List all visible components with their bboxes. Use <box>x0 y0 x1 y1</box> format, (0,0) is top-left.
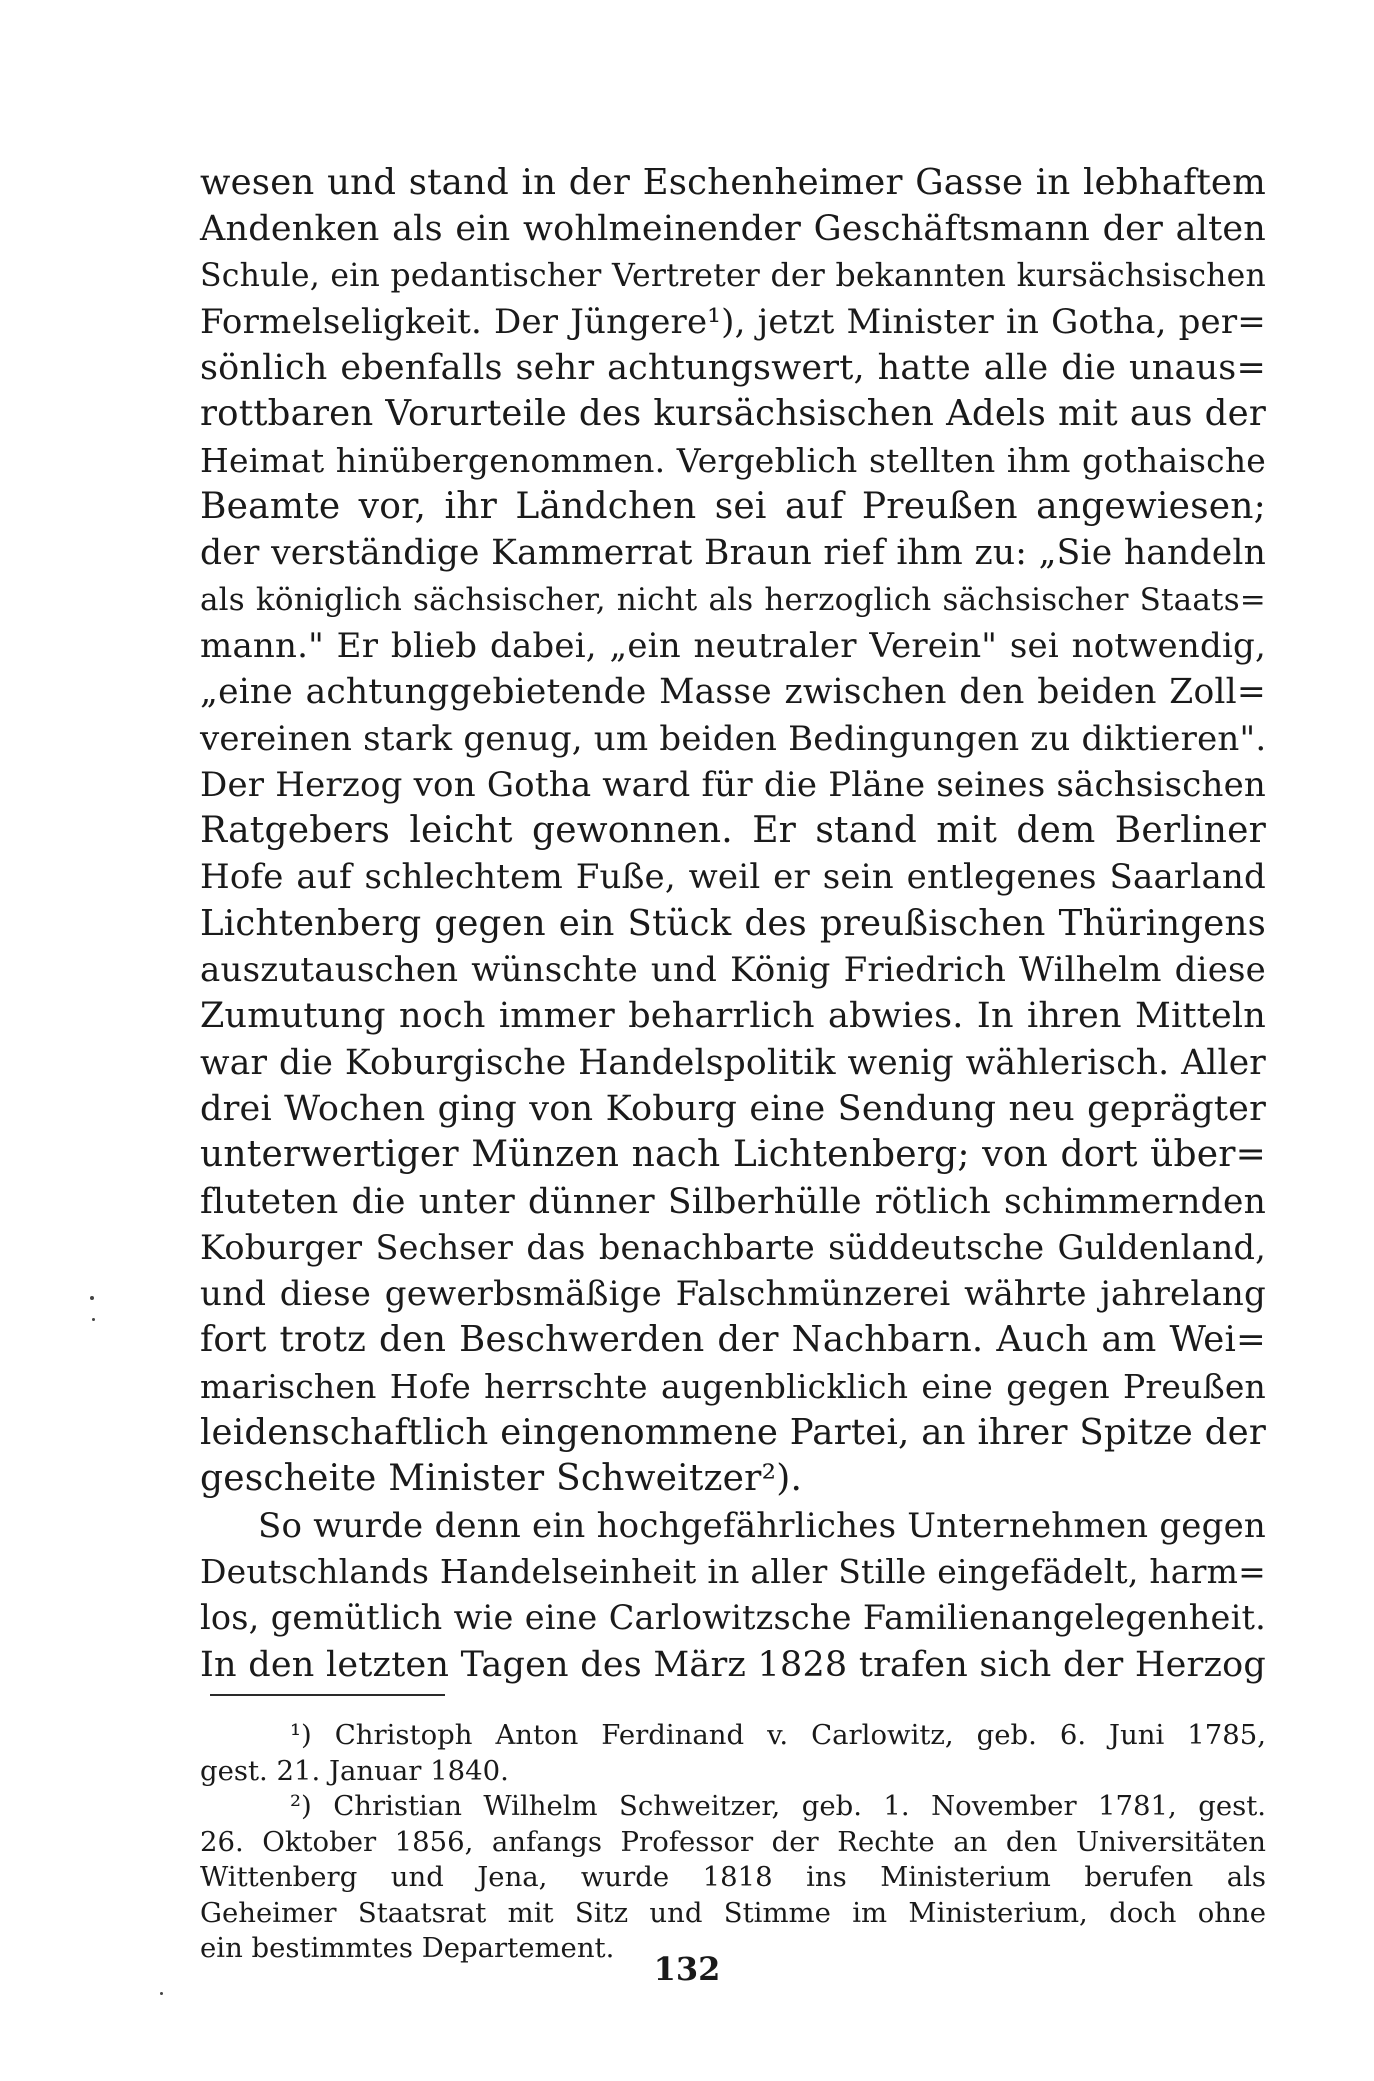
paragraph-end-line: gescheite Minister Schweitzer²). <box>200 1458 803 1500</box>
text-line: Ratgebers leicht gewonnen. Er stand mit dem Berliner <box>200 810 1266 852</box>
footnote-line: ein bestimmtes Departement. <box>200 1932 615 1964</box>
text-line: Beamte vor, ihr Ländchen sei auf Preußen angewiesen; <box>200 486 1266 528</box>
text-line: war die Koburgische Handelspolitik wenig wählerisch. Aller <box>200 1042 1266 1083</box>
text-line: Schule, ein pedantischer Vertreter der bekannten kursächsischen <box>200 257 1266 294</box>
text-line: der verständige Kammerrat Braun rief ihm zu: „Sie handeln <box>200 533 1266 574</box>
text-line: fort trotz den Beschwerden der Nachbarn. Auch am Wei= <box>200 1319 1266 1361</box>
text-line: Andenken als ein wohlmeinender Geschäftsmann der alten <box>200 209 1266 250</box>
footnote-1-start: ¹) Christoph Anton Ferdinand v. Carlowitz, geb. 6. Juni 1785, <box>290 1719 1266 1751</box>
text-line: auszutauschen wünschte und König Friedrich Wilhelm diese <box>200 950 1266 991</box>
footnote-line: Wittenberg und Jena, wurde 1818 ins Ministerium berufen als <box>200 1861 1266 1893</box>
text-line: Lichtenberg gegen ein Stück des preußischen Thüringens <box>200 902 1266 944</box>
footnote-line: 26. Oktober 1856, anfangs Professor der Rechte an den Universitäten <box>200 1825 1266 1858</box>
text-line: leidenschaftlich eingenommene Partei, an ihrer Spitze der <box>200 1412 1266 1454</box>
text-line: Heimat hinübergenommen. Vergeblich stellten ihm gothaische <box>200 440 1266 480</box>
footnotes-block <box>200 1718 1266 1967</box>
text-line: „eine achtunggebietende Masse zwischen den beiden Zoll= <box>200 672 1266 713</box>
paragraph-start-line: So wurde denn ein hochgefährliches Unternehmen gegen <box>258 1505 1266 1546</box>
text-line: drei Wochen ging von Koburg eine Sendung neu geprägter <box>200 1088 1266 1129</box>
text-line: Zumutung noch immer beharrlich abwies. In ihren Mitteln <box>200 996 1266 1037</box>
scan-speck <box>92 1318 95 1321</box>
footnote-line: Geheimer Staatsrat mit Sitz und Stimme im Ministerium, doch ohne <box>200 1896 1266 1929</box>
text-line: Koburger Sechser das benachbarte süddeutsche Guldenland, <box>200 1227 1266 1267</box>
text-line: Der Herzog von Gotha ward für die Pläne seines sächsischen <box>200 764 1266 805</box>
text-line: wesen und stand in der Eschenheimer Gasse in lebhaftem <box>200 162 1266 203</box>
main-text-block <box>200 160 1266 1688</box>
footnote-2-start: ²) Christian Wilhelm Schweitzer, geb. 1. November 1781, gest. <box>290 1790 1266 1822</box>
scan-speck <box>90 1296 94 1300</box>
text-line: unterwertiger Münzen nach Lichtenberg; von dort über= <box>200 1134 1266 1176</box>
text-line: mann." Er blieb dabei, „ein neutraler Verein" sei notwendig, <box>200 625 1266 666</box>
text-line: los, gemütlich wie eine Carlowitzsche Familienangelegenheit. <box>200 1598 1266 1638</box>
text-line: Hofe auf schlechtem Fuße, weil er sein entlegenes Saarland <box>200 857 1266 898</box>
page-number: 132 <box>653 1950 721 1988</box>
text-line: und diese gewerbsmäßige Falschmünzerei währte jahrelang <box>200 1274 1266 1315</box>
text-line: rottbaren Vorurteile des kursächsischen Adels mit aus der <box>200 393 1266 435</box>
footnote-line: gest. 21. Januar 1840. <box>200 1754 509 1787</box>
text-line: marischen Hofe herrschte augenblicklich eine gegen Preußen <box>200 1366 1266 1406</box>
text-line: fluteten die unter dünner Silberhülle rötlich schimmernden <box>200 1181 1266 1222</box>
text-line: vereinen stark genug, um beiden Bedingungen zu diktieren". <box>200 718 1267 759</box>
text-line: Deutschlands Handelseinheit in aller Stille eingefädelt, harm= <box>200 1551 1266 1591</box>
footnote-separator <box>210 1694 445 1696</box>
text-line: sönlich ebenfalls sehr achtungswert, hatte alle die unaus= <box>200 348 1266 389</box>
scan-speck <box>160 1992 163 1995</box>
text-line: In den letzten Tagen des März 1828 trafen sich der Herzog <box>200 1644 1266 1685</box>
text-line: als königlich sächsischer, nicht als herzoglich sächsischer Staats= <box>200 581 1266 618</box>
text-line: Formelseligkeit. Der Jüngere¹), jetzt Minister in Gotha, per= <box>200 301 1266 342</box>
